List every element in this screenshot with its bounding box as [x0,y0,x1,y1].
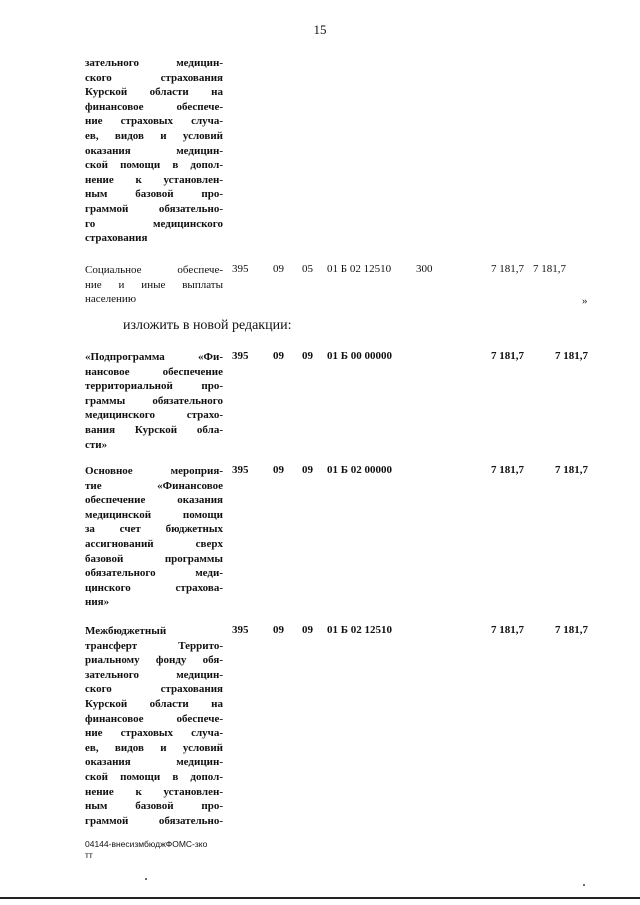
desc-line: ассигнований сверх [85,537,223,550]
desc-line: ской помощи в допол- [85,159,223,172]
cell-pr: 09 [302,350,313,362]
scan-speck [145,878,147,880]
desc-line: оказания медицин- [85,756,223,769]
cell-sum-1: 7 181,7 [491,624,524,636]
desc-line: медицинского страхо- [85,409,223,422]
page-number: 15 [313,22,327,37]
desc-line: страхования [85,232,148,245]
desc-line: ние страховых случа- [85,115,223,128]
desc-line: ние и иные выплаты [85,278,223,291]
desc-line: «Подпрограмма «Фи- [85,351,223,363]
row-description [85,624,223,828]
desc-line: оказания медицин- [85,144,223,157]
desc-line: тие «Финансовое [85,479,223,492]
cell-rz: 09 [273,263,284,275]
desc-line: нение к установлен- [85,173,223,186]
cell-gr: 395 [232,624,249,636]
desc-line: риальному фонду обя- [85,654,223,667]
desc-line: обеспечение оказания [85,494,223,507]
cell-sum-2: 7 181,7 [533,263,566,275]
desc-line: Основное мероприя- [85,465,223,477]
cell-gr: 395 [232,464,249,476]
desc-line: ным базовой про- [85,188,223,201]
desc-line: ского страхования [85,683,223,696]
desc-line: нансовое обеспечение [85,365,223,378]
cell-pr: 09 [302,464,313,476]
desc-line: нение к установлен- [85,785,223,798]
cell-pr: 05 [302,263,313,275]
cell-sum-2: 7 181,7 [555,464,588,476]
desc-line: го медицинского [85,217,223,230]
desc-line: ев, видов и условий [85,741,223,754]
desc-line: граммы обязательного [85,394,223,407]
footer-code-line: 04144-внесизмбюджФОМС-зко [85,839,208,849]
desc-line: граммой обязательно- [85,202,223,215]
desc-line: базовой программы [85,552,223,565]
instruction-text: изложить в новой редакции: [123,318,292,333]
cell-rz: 09 [273,624,284,636]
bottom-rule [0,897,640,899]
desc-line: медицинской помощи [85,508,223,521]
desc-line: цинского страхова- [85,581,223,594]
cell-csr: 01 Б 02 12510 [327,624,393,636]
cell-sum-2: 7 181,7 [555,350,588,362]
cell-sum-1: 7 181,7 [491,464,524,476]
row-description [85,350,223,452]
cell-gr: 395 [232,350,249,362]
desc-line: ев, видов и условий [85,129,223,142]
cell-gr: 395 [232,263,249,275]
cell-pr: 09 [302,624,313,636]
desc-line: Межбюджетный [85,625,167,637]
row-description [85,464,223,610]
desc-line: Курской области на [85,697,223,710]
cell-sum-1: 7 181,7 [491,350,524,362]
desc-line: ние страховых случа- [85,727,223,740]
desc-line: вания Курской обла- [85,423,223,436]
cell-csr: 01 Б 02 00000 [327,464,393,476]
cell-csr: 01 Б 02 12510 [327,263,392,275]
footer-code-line: тт [85,850,93,860]
desc-line: Социальное обеспече- [85,264,223,276]
desc-line: населению [85,293,137,306]
desc-line: ской помощи в допол- [85,770,223,783]
desc-line: зательного медицин- [85,57,223,69]
desc-line: обязательного меди- [85,567,223,580]
desc-line: сти» [85,438,108,451]
row-description [85,56,223,246]
cell-rz: 09 [273,350,284,362]
desc-line: ния» [85,596,110,609]
desc-line: Курской области на [85,86,223,99]
desc-line: за счет бюджетных [85,523,223,536]
footer-document-code [85,839,225,861]
desc-line: ным базовой про- [85,800,223,813]
closing-quote: » [582,295,588,307]
row-description [85,263,223,307]
desc-line: территориальной про- [85,380,223,393]
desc-line: трансферт Террито- [85,639,223,652]
cell-sum-1: 7 181,7 [491,263,524,275]
cell-sum-2: 7 181,7 [555,624,588,636]
scan-speck [583,884,585,886]
desc-line: финансовое обеспече- [85,712,223,725]
desc-line: граммой обязательно- [85,814,223,827]
cell-rz: 09 [273,464,284,476]
desc-line: финансовое обеспече- [85,100,223,113]
desc-line: ского страхования [85,71,223,84]
cell-vr: 300 [416,263,433,275]
cell-csr: 01 Б 00 00000 [327,350,393,362]
desc-line: зательного медицин- [85,668,223,681]
